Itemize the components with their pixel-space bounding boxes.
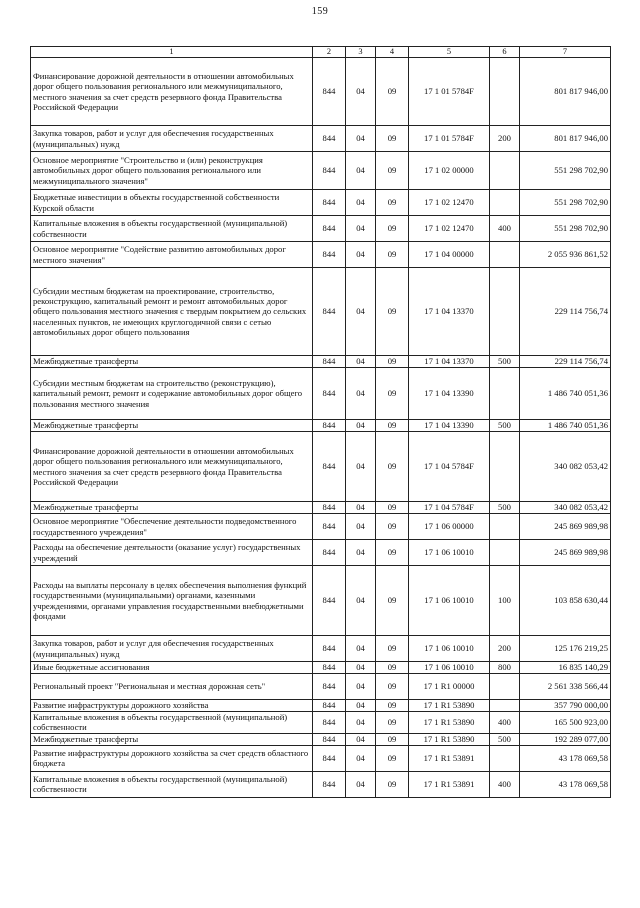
- row-ministry-code: 844: [313, 771, 346, 797]
- row-amount: 165 500 923,00: [520, 712, 611, 734]
- row-ministry-code: 844: [313, 566, 346, 636]
- row-target-article: 17 1 06 10010: [409, 662, 490, 674]
- table-row: [31, 514, 611, 540]
- table-row: [31, 368, 611, 420]
- column-header: 5: [409, 47, 490, 58]
- row-subsection-code: 09: [376, 662, 409, 674]
- row-amount: 245 869 989,98: [520, 540, 611, 566]
- row-ministry-code: 844: [313, 152, 346, 190]
- row-target-article: 17 1 R1 53891: [409, 771, 490, 797]
- row-target-article: 17 1 01 5784F: [409, 58, 490, 126]
- row-ministry-code: 844: [313, 636, 346, 662]
- row-ministry-code: 844: [313, 662, 346, 674]
- row-amount: 340 082 053,42: [520, 502, 611, 514]
- row-subsection-code: 09: [376, 636, 409, 662]
- column-header: 1: [31, 47, 313, 58]
- row-amount: 2 055 936 861,52: [520, 242, 611, 268]
- row-target-article: 17 1 02 00000: [409, 152, 490, 190]
- row-section-code: 04: [346, 636, 376, 662]
- row-target-article: 17 1 02 12470: [409, 190, 490, 216]
- row-description: Межбюджетные трансферты: [31, 356, 313, 368]
- row-amount: 551 298 702,90: [520, 152, 611, 190]
- row-section-code: 04: [346, 674, 376, 700]
- row-section-code: 04: [346, 368, 376, 420]
- table-row: [31, 733, 611, 745]
- table-row: [31, 190, 611, 216]
- row-target-article: 17 1 04 13370: [409, 268, 490, 356]
- row-subsection-code: 09: [376, 745, 409, 771]
- row-subsection-code: 09: [376, 58, 409, 126]
- row-description: Основное мероприятие "Строительство и (или) реконструкция автомобильных дорог общего пользования регионального или межмуниципального значения": [31, 152, 313, 190]
- row-expense-type: 500: [490, 356, 520, 368]
- row-ministry-code: 844: [313, 268, 346, 356]
- row-description: Закупка товаров, работ и услуг для обеспечения государственных (муниципальных) нужд: [31, 636, 313, 662]
- row-description: Бюджетные инвестиции в объекты государственной собственности Курской области: [31, 190, 313, 216]
- row-expense-type: [490, 58, 520, 126]
- table-row: [31, 216, 611, 242]
- row-description: Межбюджетные трансферты: [31, 502, 313, 514]
- row-target-article: 17 1 06 10010: [409, 566, 490, 636]
- row-description: Развитие инфраструктуры дорожного хозяйства за счет средств областного бюджета: [31, 745, 313, 771]
- row-ministry-code: 844: [313, 58, 346, 126]
- table-row: [31, 58, 611, 126]
- table-row: [31, 540, 611, 566]
- row-ministry-code: 844: [313, 126, 346, 152]
- row-subsection-code: 09: [376, 733, 409, 745]
- row-amount: 2 561 338 566,44: [520, 674, 611, 700]
- table-row: [31, 420, 611, 432]
- row-target-article: 17 1 R1 53890: [409, 712, 490, 734]
- row-ministry-code: 844: [313, 712, 346, 734]
- table-row: [31, 636, 611, 662]
- row-target-article: 17 1 06 00000: [409, 514, 490, 540]
- row-ministry-code: 844: [313, 514, 346, 540]
- row-description: Финансирование дорожной деятельности в отношении автомобильных дорог общего пользования регионального или межмуниципального, местного значения за счет средств резервного фонда Правительства Российской Федерации: [31, 432, 313, 502]
- column-header: 7: [520, 47, 611, 58]
- row-subsection-code: 09: [376, 566, 409, 636]
- row-description: Развитие инфраструктуры дорожного хозяйства: [31, 700, 313, 712]
- row-expense-type: 100: [490, 566, 520, 636]
- row-amount: 245 869 989,98: [520, 514, 611, 540]
- row-amount: 551 298 702,90: [520, 190, 611, 216]
- row-target-article: 17 1 R1 53891: [409, 745, 490, 771]
- row-expense-type: [490, 700, 520, 712]
- row-ministry-code: 844: [313, 356, 346, 368]
- row-amount: 192 289 077,00: [520, 733, 611, 745]
- row-description: Региональный проект "Региональная и местная дорожная сеть": [31, 674, 313, 700]
- row-subsection-code: 09: [376, 432, 409, 502]
- budget-table: [30, 46, 611, 798]
- table-row: [31, 502, 611, 514]
- row-expense-type: 400: [490, 771, 520, 797]
- row-target-article: 17 1 04 5784F: [409, 432, 490, 502]
- row-ministry-code: 844: [313, 745, 346, 771]
- row-section-code: 04: [346, 126, 376, 152]
- row-amount: 801 817 946,00: [520, 126, 611, 152]
- row-target-article: 17 1 06 10010: [409, 540, 490, 566]
- row-ministry-code: 844: [313, 242, 346, 268]
- column-header: 6: [490, 47, 520, 58]
- row-subsection-code: 09: [376, 268, 409, 356]
- row-section-code: 04: [346, 242, 376, 268]
- row-target-article: 17 1 01 5784F: [409, 126, 490, 152]
- row-description: Закупка товаров, работ и услуг для обеспечения государственных (муниципальных) нужд: [31, 126, 313, 152]
- row-section-code: 04: [346, 712, 376, 734]
- table-row: [31, 268, 611, 356]
- row-ministry-code: 844: [313, 674, 346, 700]
- table-row: [31, 662, 611, 674]
- row-section-code: 04: [346, 190, 376, 216]
- row-expense-type: 200: [490, 126, 520, 152]
- row-amount: 103 858 630,44: [520, 566, 611, 636]
- row-subsection-code: 09: [376, 502, 409, 514]
- row-expense-type: 200: [490, 636, 520, 662]
- row-expense-type: [490, 540, 520, 566]
- row-subsection-code: 09: [376, 712, 409, 734]
- row-subsection-code: 09: [376, 700, 409, 712]
- row-description: Основное мероприятие "Обеспечение деятельности подведомственного государственного учреждения": [31, 514, 313, 540]
- row-expense-type: [490, 152, 520, 190]
- table-row: [31, 432, 611, 502]
- row-target-article: 17 1 R1 00000: [409, 674, 490, 700]
- row-target-article: 17 1 R1 53890: [409, 733, 490, 745]
- row-expense-type: [490, 745, 520, 771]
- row-section-code: 04: [346, 356, 376, 368]
- row-description: Субсидии местным бюджетам на проектирование, строительство, реконструкцию, капитальный ремонт и ремонт автомобильных дорог общего пользования местного значения с твердым покрытием до сельских населенных пунктов, не имеющих круглогодичной связи с сетью автомобильных дорог общего пользования: [31, 268, 313, 356]
- row-expense-type: [490, 268, 520, 356]
- row-target-article: 17 1 04 13370: [409, 356, 490, 368]
- row-target-article: 17 1 06 10010: [409, 636, 490, 662]
- row-section-code: 04: [346, 502, 376, 514]
- table-row: [31, 356, 611, 368]
- row-section-code: 04: [346, 662, 376, 674]
- row-target-article: 17 1 R1 53890: [409, 700, 490, 712]
- row-amount: 125 176 219,25: [520, 636, 611, 662]
- row-expense-type: [490, 190, 520, 216]
- row-section-code: 04: [346, 771, 376, 797]
- row-amount: 43 178 069,58: [520, 745, 611, 771]
- table-row: [31, 242, 611, 268]
- row-subsection-code: 09: [376, 216, 409, 242]
- row-amount: 229 114 756,74: [520, 356, 611, 368]
- row-target-article: 17 1 04 00000: [409, 242, 490, 268]
- row-amount: 1 486 740 051,36: [520, 420, 611, 432]
- row-ministry-code: 844: [313, 190, 346, 216]
- row-target-article: 17 1 02 12470: [409, 216, 490, 242]
- row-subsection-code: 09: [376, 356, 409, 368]
- table-row: [31, 126, 611, 152]
- table-row: [31, 771, 611, 797]
- table-row: [31, 674, 611, 700]
- row-amount: 551 298 702,90: [520, 216, 611, 242]
- row-description: Субсидии местным бюджетам на строительство (реконструкцию), капитальный ремонт, ремонт и содержание автомобильных дорог общего пользования местного значения: [31, 368, 313, 420]
- row-section-code: 04: [346, 152, 376, 190]
- row-subsection-code: 09: [376, 674, 409, 700]
- row-section-code: 04: [346, 58, 376, 126]
- row-subsection-code: 09: [376, 242, 409, 268]
- row-section-code: 04: [346, 432, 376, 502]
- row-ministry-code: 844: [313, 733, 346, 745]
- row-subsection-code: 09: [376, 152, 409, 190]
- row-expense-type: 400: [490, 712, 520, 734]
- table-row: [31, 712, 611, 734]
- row-amount: 229 114 756,74: [520, 268, 611, 356]
- row-ministry-code: 844: [313, 540, 346, 566]
- column-header: 2: [313, 47, 346, 58]
- row-section-code: 04: [346, 420, 376, 432]
- row-ministry-code: 844: [313, 432, 346, 502]
- table-row: [31, 700, 611, 712]
- table-row: [31, 566, 611, 636]
- row-expense-type: [490, 368, 520, 420]
- row-subsection-code: 09: [376, 514, 409, 540]
- row-subsection-code: 09: [376, 540, 409, 566]
- table-row: [31, 745, 611, 771]
- row-subsection-code: 09: [376, 420, 409, 432]
- row-expense-type: [490, 432, 520, 502]
- row-subsection-code: 09: [376, 368, 409, 420]
- row-expense-type: [490, 674, 520, 700]
- row-description: Межбюджетные трансферты: [31, 733, 313, 745]
- row-subsection-code: 09: [376, 771, 409, 797]
- row-description: Капитальные вложения в объекты государственной (муниципальной) собственности: [31, 771, 313, 797]
- row-amount: 1 486 740 051,36: [520, 368, 611, 420]
- row-amount: 340 082 053,42: [520, 432, 611, 502]
- row-expense-type: 500: [490, 502, 520, 514]
- row-description: Капитальные вложения в объекты государственной (муниципальной) собственности: [31, 712, 313, 734]
- row-amount: 357 790 000,00: [520, 700, 611, 712]
- row-section-code: 04: [346, 733, 376, 745]
- row-expense-type: 800: [490, 662, 520, 674]
- row-target-article: 17 1 04 13390: [409, 368, 490, 420]
- table-row: [31, 152, 611, 190]
- column-header: 4: [376, 47, 409, 58]
- row-ministry-code: 844: [313, 216, 346, 242]
- row-description: Расходы на обеспечение деятельности (оказание услуг) государственных учреждений: [31, 540, 313, 566]
- row-subsection-code: 09: [376, 190, 409, 216]
- row-section-code: 04: [346, 700, 376, 712]
- row-target-article: 17 1 04 5784F: [409, 502, 490, 514]
- row-expense-type: [490, 514, 520, 540]
- column-header: 3: [346, 47, 376, 58]
- row-expense-type: 500: [490, 420, 520, 432]
- row-description: Межбюджетные трансферты: [31, 420, 313, 432]
- row-section-code: 04: [346, 216, 376, 242]
- row-section-code: 04: [346, 745, 376, 771]
- row-amount: 801 817 946,00: [520, 58, 611, 126]
- row-description: Капитальные вложения в объекты государственной (муниципальной) собственности: [31, 216, 313, 242]
- row-target-article: 17 1 04 13390: [409, 420, 490, 432]
- row-expense-type: [490, 242, 520, 268]
- row-description: Расходы на выплаты персоналу в целях обеспечения выполнения функций государственными (муниципальными) органами, казенными учреждениями, органами управления государственными внебюджетными фондами: [31, 566, 313, 636]
- row-section-code: 04: [346, 566, 376, 636]
- row-description: Финансирование дорожной деятельности в отношении автомобильных дорог общего пользования регионального или межмуниципального, местного значения за счет средств резервного фонда Правительства Российской Федерации: [31, 58, 313, 126]
- row-subsection-code: 09: [376, 126, 409, 152]
- row-expense-type: 500: [490, 733, 520, 745]
- row-description: Иные бюджетные ассигнования: [31, 662, 313, 674]
- row-section-code: 04: [346, 268, 376, 356]
- row-description: Основное мероприятие "Содействие развитию автомобильных дорог местного значения": [31, 242, 313, 268]
- row-ministry-code: 844: [313, 700, 346, 712]
- row-section-code: 04: [346, 540, 376, 566]
- row-ministry-code: 844: [313, 420, 346, 432]
- table-header-row: [31, 47, 611, 58]
- row-expense-type: 400: [490, 216, 520, 242]
- row-ministry-code: 844: [313, 502, 346, 514]
- row-amount: 43 178 069,58: [520, 771, 611, 797]
- row-amount: 16 835 140,29: [520, 662, 611, 674]
- row-section-code: 04: [346, 514, 376, 540]
- page-number: 159: [311, 6, 329, 17]
- row-ministry-code: 844: [313, 368, 346, 420]
